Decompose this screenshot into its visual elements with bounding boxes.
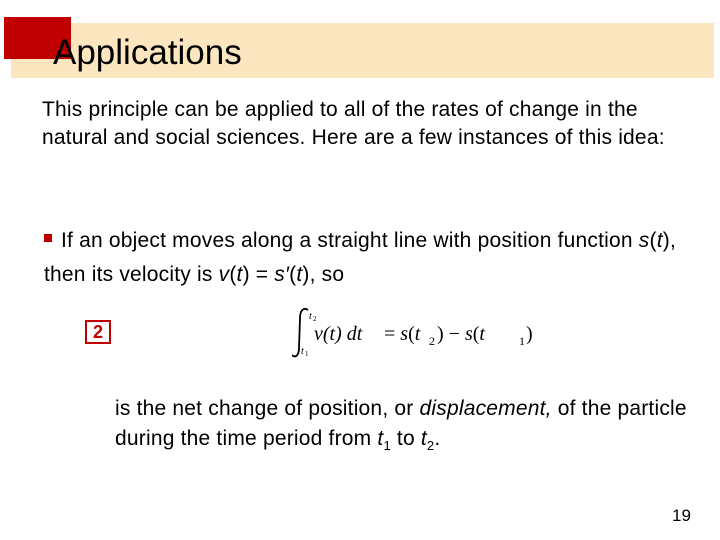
integral-upper-limit: t [309,311,312,322]
conclusion-paragraph [115,394,705,461]
svg-text:1: 1 [519,334,525,348]
conclusion-to: to [390,427,421,450]
svg-text:2: 2 [429,334,435,348]
svg-text:) − s(t: ) − s(t [437,323,485,345]
conclusion-end: . [434,427,441,450]
var-s-prime: s′ [274,263,290,286]
displacement-formula [292,306,540,360]
var-t-3: t [296,263,303,286]
sub-2: 2 [426,438,435,454]
var-t1: t [377,427,384,450]
bullet-equals: ) = [242,263,275,286]
svg-text:2: 2 [313,315,317,323]
bullet-item: If an object moves along a straight line with position function s(t), then its velocity is v(t) = s′(t), so [44,229,676,286]
var-t: t [656,229,663,252]
formula-rhs-1: = s(t [384,323,421,345]
conclusion-part2: of the particle during the time period from [115,397,687,450]
var-s: s [638,229,650,252]
var-t-2: t [236,263,243,286]
integral-lower-limit: t [301,346,304,357]
bullet-square-icon [44,234,52,242]
conclusion-part1: is the net change of position, or [115,397,420,420]
slide-title: Applications [53,33,242,72]
svg-text:1: 1 [305,350,309,358]
integrand: v(t) dt [314,323,363,345]
bullet-text-start: If an object moves along a straight line with position function [61,229,639,252]
equation-number-badge: 2 [85,320,111,344]
var-t2: t [420,427,427,450]
bullet-so: ), so [302,263,345,286]
page-number: 19 [672,506,691,525]
displacement-term: displacement, [419,397,552,420]
intro-paragraph: This principle can be applied to all of the rates of change in the natural and social sciences. Here are a few instances of this idea: [42,98,665,149]
svg-text:): ) [526,323,533,345]
var-v: v [218,263,230,286]
bullet-text-velocity: ), then its velocity is [44,229,676,286]
sub-1: 1 [383,438,391,454]
